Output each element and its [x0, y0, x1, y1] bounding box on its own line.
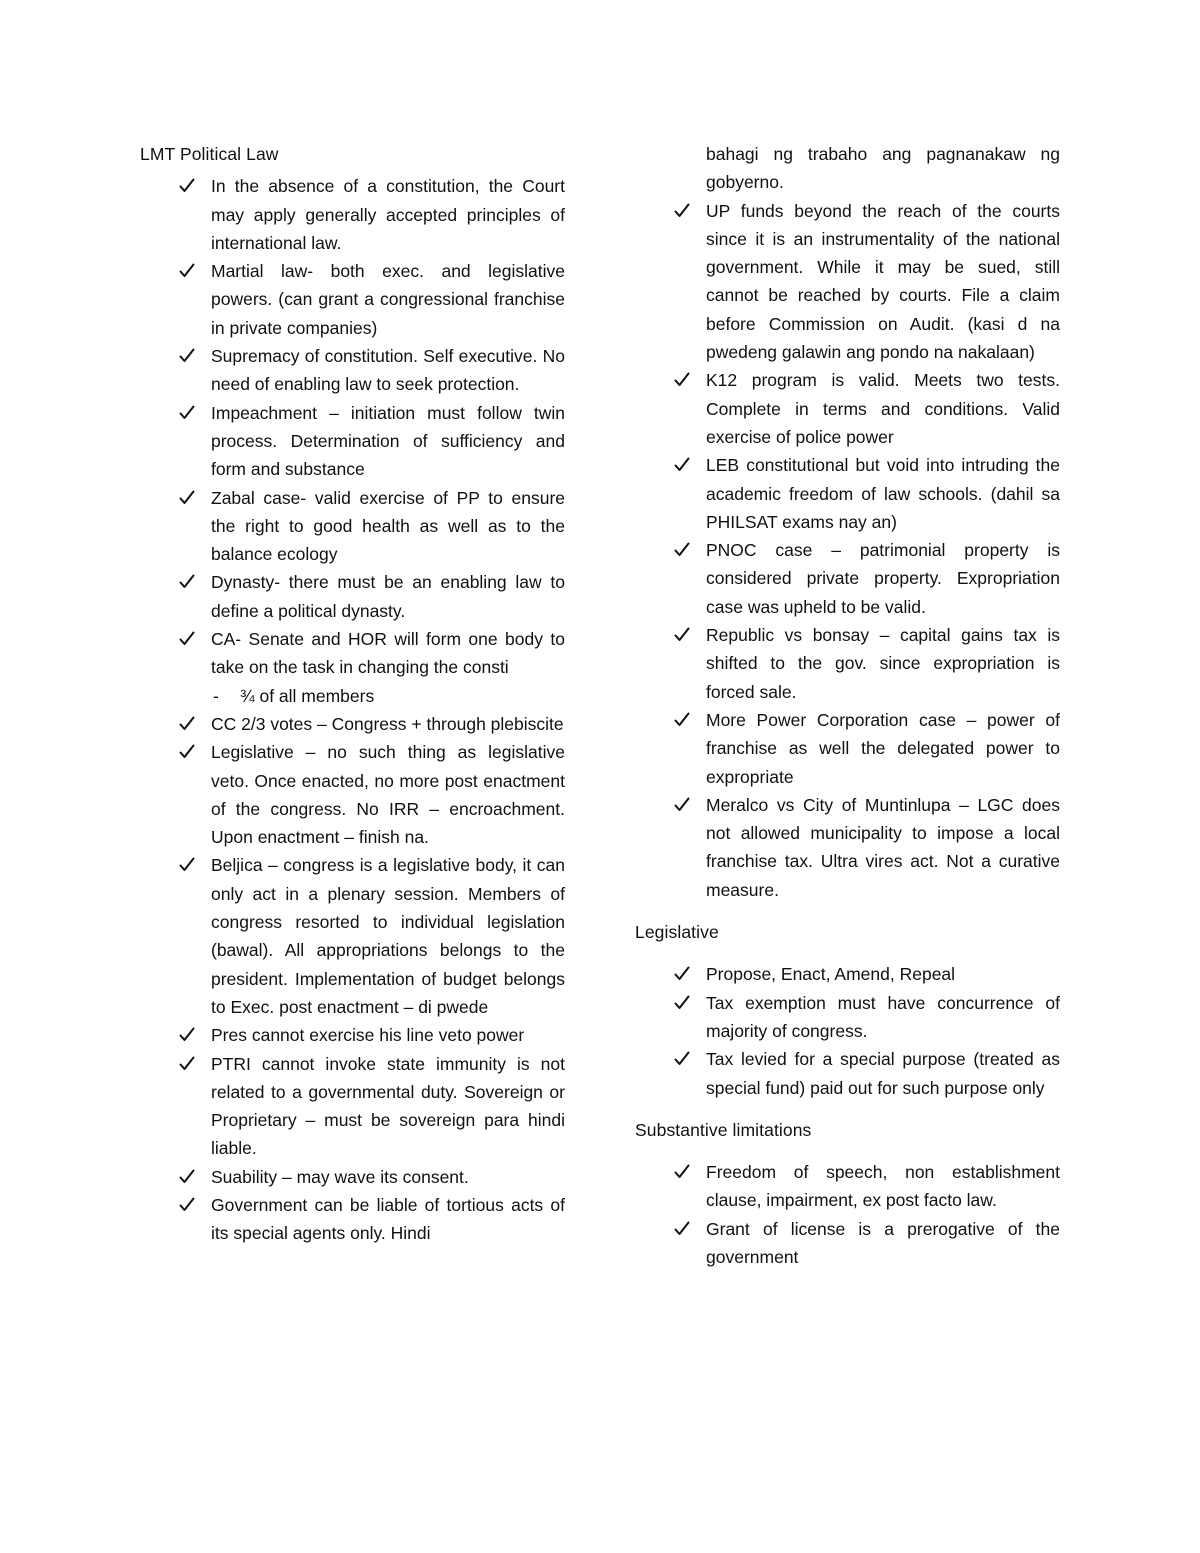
checkmark-icon — [674, 791, 694, 819]
checkmark-icon — [179, 568, 199, 596]
continued-text: bahagi ng trabaho ang pagnanakaw ng gobyerno. — [706, 144, 1060, 193]
list-item: Government can be liable of tortious acts of its special agents only. Hindi — [140, 1191, 565, 1248]
list-item: CC 2/3 votes – Congress + through plebiscite — [140, 710, 565, 738]
checkmark-icon — [674, 960, 694, 988]
list-item: More Power Corporation case – power of franchise as well the delegated power to expropriate — [635, 706, 1060, 791]
checkmark-icon — [674, 1158, 694, 1186]
list-item: Legislative – no such thing as legislative veto. Once enacted, no more post enactment of the congress. No IRR – encroachment. Upon enactment – finish na. — [140, 738, 565, 851]
list-item: Meralco vs City of Muntinlupa – LGC does not allowed municipality to impose a local franchise tax. Ultra vires act. Not a curative measure. — [635, 791, 1060, 904]
legislative-list — [635, 960, 1060, 1101]
section-heading-substantive: Substantive limitations — [635, 1119, 812, 1140]
list-item: Pres cannot exercise his line veto power — [140, 1021, 565, 1049]
substantive-list — [635, 1158, 1060, 1271]
list-item: In the absence of a constitution, the Court may apply generally accepted principles of international law. — [140, 172, 565, 257]
checkmark-icon — [179, 1050, 199, 1078]
checkmark-icon — [179, 625, 199, 653]
list-item: Dynasty- there must be an enabling law to define a political dynasty. — [140, 568, 565, 625]
checkmark-icon — [179, 257, 199, 285]
checkmark-icon — [674, 621, 694, 649]
checkmark-icon — [674, 1215, 694, 1243]
sub-list-item: - ¾ of all members — [140, 682, 565, 710]
checkmark-icon — [179, 1163, 199, 1191]
list-item: CA- Senate and HOR will form one body to take on the task in changing the consti — [140, 625, 565, 682]
checkmark-icon — [179, 342, 199, 370]
checkmark-icon — [674, 1045, 694, 1073]
list-item: UP funds beyond the reach of the courts since it is an instrumentality of the national government. While it may be sued, still cannot be reached by courts. File a claim before Commission on Audit. (kasi d na pwedeng galawin ang pondo na nakalaan) — [635, 197, 1060, 367]
list-item: Martial law- both exec. and legislative powers. (can grant a congressional franchise in private companies) — [140, 257, 565, 342]
checkmark-icon — [179, 484, 199, 512]
left-list-a — [140, 172, 565, 681]
checkmark-icon — [674, 366, 694, 394]
checkmark-icon — [674, 451, 694, 479]
checkmark-icon — [179, 738, 199, 766]
checkmark-icon — [179, 851, 199, 879]
checkmark-icon — [674, 536, 694, 564]
list-item: PNOC case – patrimonial property is considered private property. Expropriation case was upheld to be valid. — [635, 536, 1060, 621]
list-item: Tax levied for a special purpose (treated as special fund) paid out for such purpose only — [635, 1045, 1060, 1102]
list-item: Republic vs bonsay – capital gains tax is shifted to the gov. since expropriation is forced sale. — [635, 621, 1060, 706]
list-item: Propose, Enact, Amend, Repeal — [635, 960, 1060, 988]
right-list — [635, 197, 1060, 904]
checkmark-icon — [179, 399, 199, 427]
list-item: PTRI cannot invoke state immunity is not related to a governmental duty. Sovereign or Proprietary – must be sovereign para hindi liable. — [140, 1050, 565, 1163]
list-item: Grant of license is a prerogative of the government — [635, 1215, 1060, 1272]
document-title: LMT Political Law — [140, 144, 279, 164]
list-item: Impeachment – initiation must follow twin process. Determination of sufficiency and form and substance — [140, 399, 565, 484]
left-list-b — [140, 710, 565, 1248]
checkmark-icon — [674, 706, 694, 734]
list-item: Supremacy of constitution. Self executive. No need of enabling law to seek protection. — [140, 342, 565, 399]
checkmark-icon — [674, 989, 694, 1017]
left-column — [140, 140, 565, 1248]
list-item: Zabal case- valid exercise of PP to ensure the right to good health as well as to the balance ecology — [140, 484, 565, 569]
checkmark-icon — [674, 197, 694, 225]
list-item: Beljica – congress is a legislative body, it can only act in a plenary session. Members of congress resorted to individual legislation (bawal). All appropriations belongs to the president. Implementation of budget belongs to Exec. post enactment – di pwede — [140, 851, 565, 1021]
dash-bullet: - — [213, 685, 219, 706]
list-item: K12 program is valid. Meets two tests. Complete in terms and conditions. Valid exercise of police power — [635, 366, 1060, 451]
list-item: Tax exemption must have concurrence of majority of congress. — [635, 989, 1060, 1046]
checkmark-icon — [179, 1191, 199, 1219]
checkmark-icon — [179, 710, 199, 738]
checkmark-icon — [179, 172, 199, 200]
list-item: Freedom of speech, non establishment clause, impairment, ex post facto law. — [635, 1158, 1060, 1215]
checkmark-icon — [179, 1021, 199, 1049]
list-item: LEB constitutional but void into intruding the academic freedom of law schools. (dahil sa PHILSAT exams nay an) — [635, 451, 1060, 536]
section-heading-legislative: Legislative — [635, 922, 719, 943]
list-item: Suability – may wave its consent. — [140, 1163, 565, 1191]
right-column — [635, 140, 1060, 1271]
